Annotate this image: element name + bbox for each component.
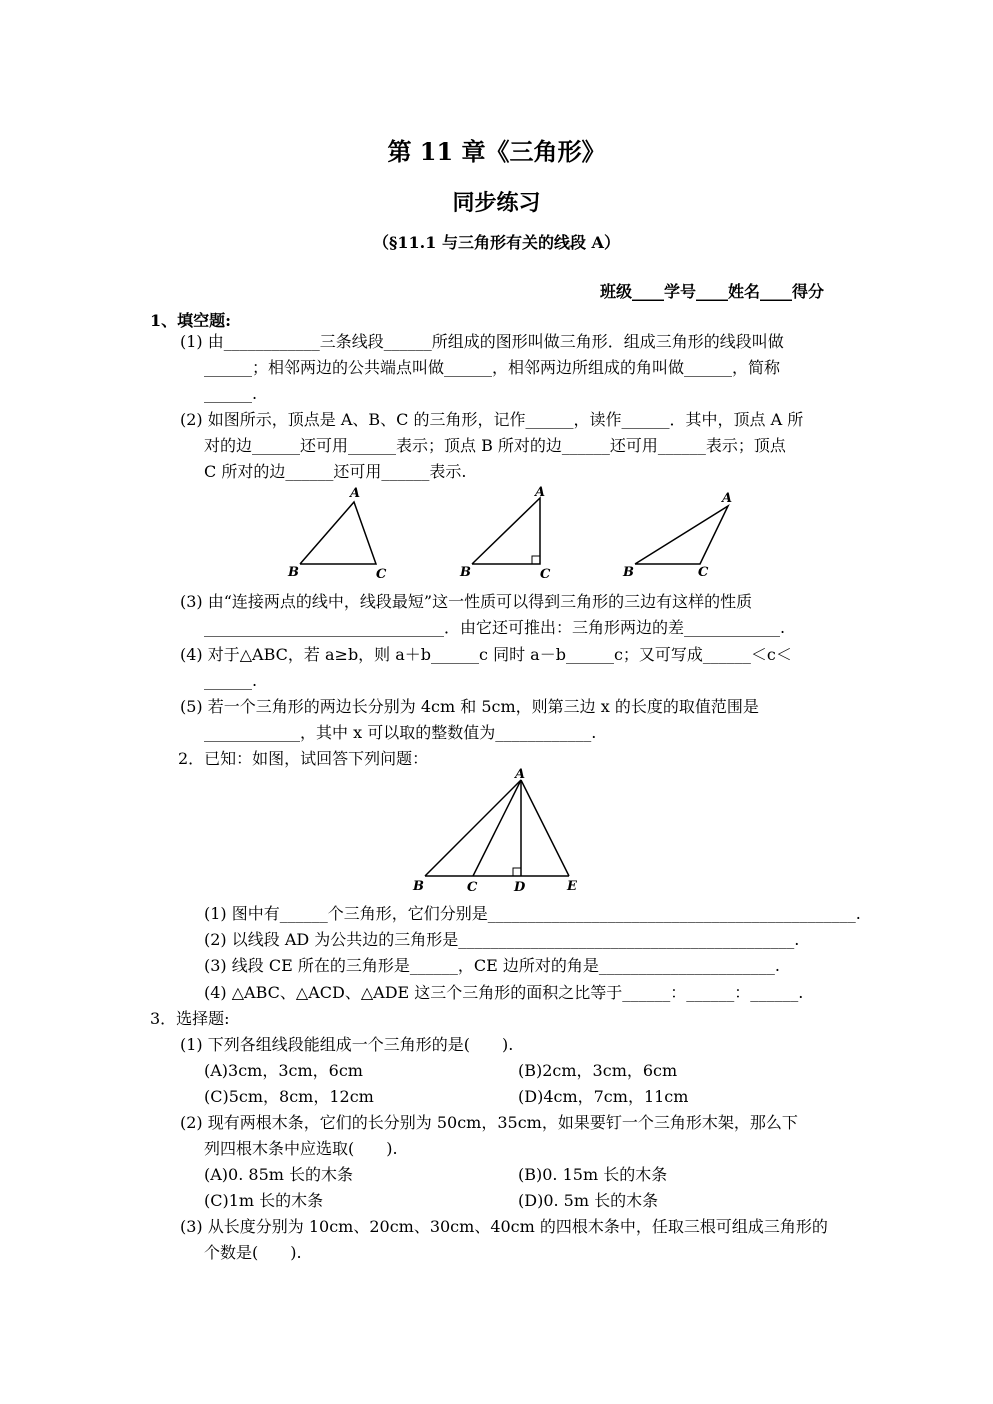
triangles-figure — [280, 484, 740, 584]
label-c: C — [467, 880, 478, 895]
q3-c3-stem-line2: 个数是( ). — [204, 1243, 302, 1262]
q3-heading: 3．选择题: — [150, 1009, 230, 1028]
q2-item-1: (1) 图中有______个三角形，它们分别是______________________________________________. — [204, 904, 861, 923]
q3-c2-option-a: (A)0. 85m 长的木条 — [204, 1165, 354, 1184]
triangle-obtuse — [635, 506, 728, 564]
q3-c1-option-b: (B)2cm，3cm，6cm — [518, 1061, 678, 1080]
label-c-2: C — [540, 567, 551, 582]
q3-c2-option-b: (B)0. 15m 长的木条 — [518, 1165, 668, 1184]
q1-p3-line1: (3) 由“连接两点的线中，线段最短”这一性质可以得到三角形的三边有这样的性质 — [180, 592, 753, 611]
right-angle-mark-d — [513, 868, 521, 876]
q1-p1-line3: ______. — [204, 384, 258, 403]
q1-p2-line1: (2) 如图所示，顶点是 A、B、C 的三角形，记作______，读作______．其中，顶点 A 所 — [180, 410, 804, 429]
q1-p4-line1: (4) 对于△ABC，若 a≥b，则 a＋b______c 同时 a－b______c；又可写成______＜c＜ — [180, 645, 792, 664]
label-c-3: C — [698, 565, 709, 580]
q1-p2-line2: 对的边______还可用______表示；顶点 B 所对的边______还可用______表示；顶点 — [204, 436, 786, 455]
q3-c2-stem-line2: 列四根木条中应选取( ). — [204, 1139, 398, 1158]
q3-c1-option-a: (A)3cm，3cm，6cm — [204, 1061, 363, 1080]
segment-ae — [521, 780, 569, 876]
q2-item-3: (3) 线段 CE 所在的三角形是______，CE 边所对的角是______________________. — [204, 956, 780, 975]
label-a-3: A — [722, 491, 733, 506]
label-b: B — [413, 879, 424, 894]
triangle-acute — [300, 502, 376, 564]
q1-p1-line2: ______；相邻两边的公共端点叫做______，相邻两边所组成的角叫做______，简称 — [204, 358, 781, 377]
q3-c1-stem: (1) 下列各组线段能组成一个三角形的是( ). — [180, 1035, 514, 1054]
label-e: E — [567, 879, 577, 894]
q2-item-4: (4) △ABC、△ACD、△ADE 这三个三角形的面积之比等于______：______：______. — [204, 983, 804, 1002]
label-b-2: B — [460, 565, 471, 580]
q1-p1-line1: (1) 由____________三条线段______所组成的图形叫做三角形．组成三角形的线段叫做 — [180, 332, 784, 351]
q1-p5-line1: (5) 若一个三角形的两边长分别为 4cm 和 5cm，则第三边 x 的长度的取值范围是 — [180, 697, 759, 716]
page-subtitle: 同步练习 — [452, 190, 541, 216]
section-title: （§11.1 与三角形有关的线段 A） — [373, 233, 620, 252]
label-c-1: C — [376, 567, 387, 582]
triangle-abcde-figure — [405, 768, 585, 896]
segment-ab — [425, 780, 521, 876]
q3-c2-option-c: (C)1m 长的木条 — [204, 1191, 324, 1210]
q1-p3-line2: ______________________________．由它还可推出：三角形两边的差____________. — [204, 618, 786, 637]
q3-c2-option-d: (D)0. 5m 长的木条 — [518, 1191, 659, 1210]
q3-c1-option-c: (C)5cm，8cm，12cm — [204, 1087, 374, 1106]
q1-p5-line2: ____________，其中 x 可以取的整数值为____________. — [204, 723, 597, 742]
label-a-1: A — [350, 486, 361, 501]
q1-p2-line3: C 所对的边______还可用______表示. — [204, 462, 467, 481]
q3-c2-stem-line1: (2) 现有两根木条，它们的长分别为 50cm，35cm，如果要钉一个三角形木架，那么下 — [180, 1113, 798, 1132]
page-title: 第 11 章《三角形》 — [387, 137, 606, 166]
label-b-3: B — [623, 565, 634, 580]
q3-c1-option-d: (D)4cm，7cm，11cm — [518, 1087, 689, 1106]
q1-p4-line2: ______. — [204, 671, 258, 690]
segment-ac — [473, 780, 521, 876]
q2-heading: 2．已知：如图，试回答下列问题： — [178, 749, 429, 768]
label-a: A — [515, 768, 526, 782]
student-info-line: 班级____学号____姓名____得分 — [600, 282, 825, 301]
q2-item-2: (2) 以线段 AD 为公共边的三角形是__________________________________________. — [204, 930, 800, 949]
label-b-1: B — [288, 565, 299, 580]
triangle-right — [472, 498, 540, 564]
q1-heading: 1、填空题: — [150, 311, 232, 330]
label-d: D — [514, 880, 526, 895]
q3-c3-stem-line1: (3) 从长度分别为 10cm、20cm、30cm、40cm 的四根木条中，任取三根可组成三角形的 — [180, 1217, 828, 1236]
right-angle-mark — [532, 556, 540, 564]
label-a-2: A — [535, 485, 546, 500]
